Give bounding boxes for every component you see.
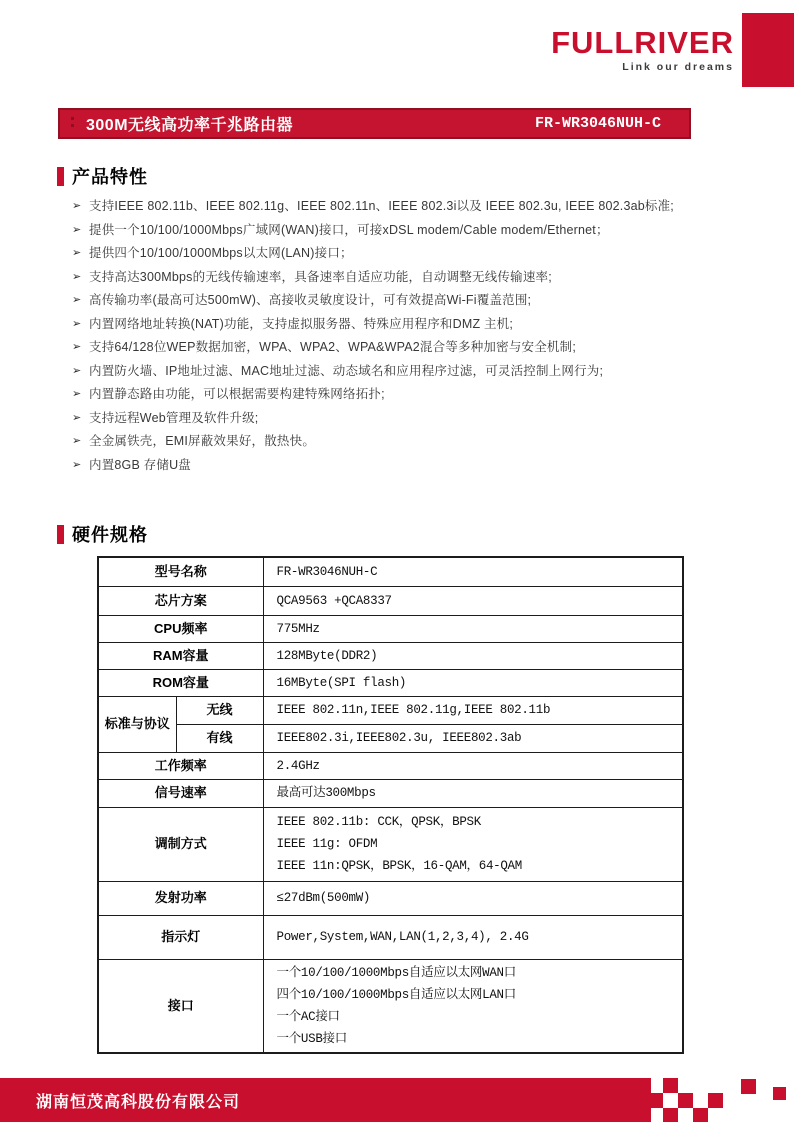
feature-item: [72, 242, 694, 266]
spec-value: QCA9563 +QCA8337: [263, 586, 683, 615]
spec-value: ≤27dBm(500mW): [263, 881, 683, 915]
spec-value-line: 一个USB接口: [276, 1031, 347, 1046]
feature-text: 内置8GB 存储U盘: [89, 457, 192, 472]
bullet-arrow-icon: ➢: [72, 200, 82, 212]
table-row: [98, 881, 683, 915]
section-heading-features: [57, 163, 148, 189]
logo-brand-text: FULLRIVER: [551, 25, 734, 60]
feature-item: [72, 360, 694, 384]
table-row: [98, 959, 683, 1053]
spec-label: CPU频率: [98, 615, 263, 642]
table-row: [98, 557, 683, 586]
feature-text: 支持64/128位WEP数据加密，WPA、WPA2、WPA&WPA2混合等多种加密与安全机制;: [89, 340, 577, 354]
hardware-spec-table: [97, 556, 684, 1054]
bullet-arrow-icon: ➢: [72, 435, 82, 447]
spec-label: 型号名称: [98, 557, 263, 586]
feature-text: 全金属铁壳，EMI屏蔽效果好，散热快。: [89, 434, 316, 448]
spec-label: RAM容量: [98, 642, 263, 669]
spec-value: IEEE 802.11n,IEEE 802.11g,IEEE 802.11b: [263, 696, 683, 724]
feature-item: [72, 336, 694, 360]
spec-group-label: 标准与协议: [98, 696, 176, 752]
bullet-arrow-icon: ➢: [72, 247, 82, 259]
feature-list: [72, 195, 694, 477]
spec-label: 芯片方案: [98, 586, 263, 615]
table-row: [98, 642, 683, 669]
feature-text: 内置静态路由功能，可以根据需要构建特殊网络拓扑;: [89, 387, 385, 401]
feature-text: 高传输功率(最高可达500mW)、高接收灵敏度设计，可有效提高Wi-Fi覆盖范围;: [89, 293, 532, 307]
section-heading-specs: [57, 521, 148, 547]
table-row: [98, 915, 683, 959]
spec-label: 调制方式: [98, 807, 263, 881]
spec-label: 发射功率: [98, 881, 263, 915]
spec-value-line: 四个10/100/1000Mbps自适应以太网LAN口: [276, 987, 516, 1002]
logo-tagline: Link our dreams: [622, 61, 734, 73]
bullet-arrow-icon: ➢: [72, 223, 82, 236]
spec-value-line: 一个10/100/1000Mbps自适应以太网WAN口: [276, 965, 516, 980]
spec-label: 指示灯: [98, 915, 263, 959]
table-row: [98, 696, 683, 724]
product-title: 300M无线高功率千兆路由器: [86, 117, 294, 134]
spec-value-multiline: [263, 959, 683, 1053]
spec-value: 2.4GHz: [263, 752, 683, 779]
feature-item: [72, 383, 694, 407]
feature-text: 支持IEEE 802.11b、IEEE 802.11g、IEEE 802.11n、IEEE 802.3i以及 IEEE 802.3u, IEEE 802.3ab标准;: [89, 199, 674, 213]
spec-label: ROM容量: [98, 669, 263, 696]
spec-label: 接口: [98, 959, 263, 1053]
table-row: [98, 586, 683, 615]
feature-item: [72, 219, 694, 243]
table-row: [98, 669, 683, 696]
product-title-bar: [58, 108, 691, 139]
spec-value: 775MHz: [263, 615, 683, 642]
table-row: [98, 615, 683, 642]
feature-item: [72, 266, 694, 290]
spec-value: Power,System,WAN,LAN(1,2,3,4), 2.4G: [263, 915, 683, 959]
feature-text: 内置防火墙、IP地址过滤、MAC地址过滤、动态域名和应用程序过滤，可灵活控制上网行为;: [89, 363, 604, 378]
bullet-arrow-icon: ➢: [72, 411, 82, 424]
bullet-arrow-icon: ➢: [72, 294, 82, 306]
company-name: 湖南恒茂高科股份有限公司: [36, 1093, 241, 1111]
footer-bar: [0, 1078, 651, 1122]
spec-value: 最高可达300Mbps: [263, 779, 683, 807]
table-row: [98, 779, 683, 807]
bullet-arrow-icon: ➢: [72, 341, 82, 353]
feature-text: 支持高达300Mbps的无线传输速率，具备速率自适应功能，自动调整无线传输速率;: [89, 269, 552, 284]
specs-heading-text: 硬件规格: [72, 525, 148, 545]
spec-value-line: IEEE 11n:QPSK，BPSK，16-QAM，64-QAM: [276, 859, 522, 873]
spec-value-line: 一个AC接口: [276, 1009, 340, 1024]
spec-value: 128MByte(DDR2): [263, 642, 683, 669]
titlebar-dots-decoration: [71, 117, 75, 131]
feature-text: 内置网络地址转换(NAT)功能，支持虚拟服务器、特殊应用程序和DMZ 主机;: [89, 316, 514, 331]
spec-value-line: IEEE 802.11b: CCK，QPSK，BPSK: [276, 815, 481, 829]
spec-value-line: IEEE 11g: OFDM: [276, 837, 378, 851]
spec-label: 工作频率: [98, 752, 263, 779]
spec-label: 信号速率: [98, 779, 263, 807]
bullet-arrow-icon: ➢: [72, 270, 82, 283]
bullet-arrow-icon: ➢: [72, 364, 82, 377]
table-row: [98, 807, 683, 881]
corner-red-block-decoration: [742, 13, 794, 87]
bullet-arrow-icon: ➢: [72, 388, 82, 400]
feature-item: [72, 407, 694, 431]
company-logo: [503, 25, 734, 73]
table-row: [98, 752, 683, 779]
product-model-number: FR-WR3046NUH-C: [534, 115, 661, 132]
bullet-arrow-icon: ➢: [72, 317, 82, 330]
spec-sublabel: 无线: [176, 696, 263, 724]
feature-item: [72, 430, 694, 454]
heading-red-tick-icon: [57, 167, 64, 186]
table-row: [98, 724, 683, 752]
spec-value-multiline: [263, 807, 683, 881]
feature-item: [72, 289, 694, 313]
spec-value: FR-WR3046NUH-C: [263, 557, 683, 586]
feature-text: 提供四个10/100/1000Mbps以太网(LAN)接口；: [89, 246, 353, 260]
feature-text: 支持远程Web管理及软件升级;: [89, 410, 259, 425]
feature-text: 提供一个10/100/1000Mbps广域网(WAN)接口，可接xDSL modem/Cable modem/Ethernet；: [89, 222, 609, 237]
heading-red-tick-icon: [57, 525, 64, 544]
feature-item: [72, 313, 694, 337]
bullet-arrow-icon: ➢: [72, 458, 82, 471]
spec-sublabel: 有线: [176, 724, 263, 752]
feature-item: [72, 454, 694, 478]
spec-value: IEEE802.3i,IEEE802.3u, IEEE802.3ab: [263, 724, 683, 752]
features-heading-text: 产品特性: [72, 167, 148, 187]
spec-value: 16MByte(SPI flash): [263, 669, 683, 696]
feature-item: [72, 195, 694, 219]
